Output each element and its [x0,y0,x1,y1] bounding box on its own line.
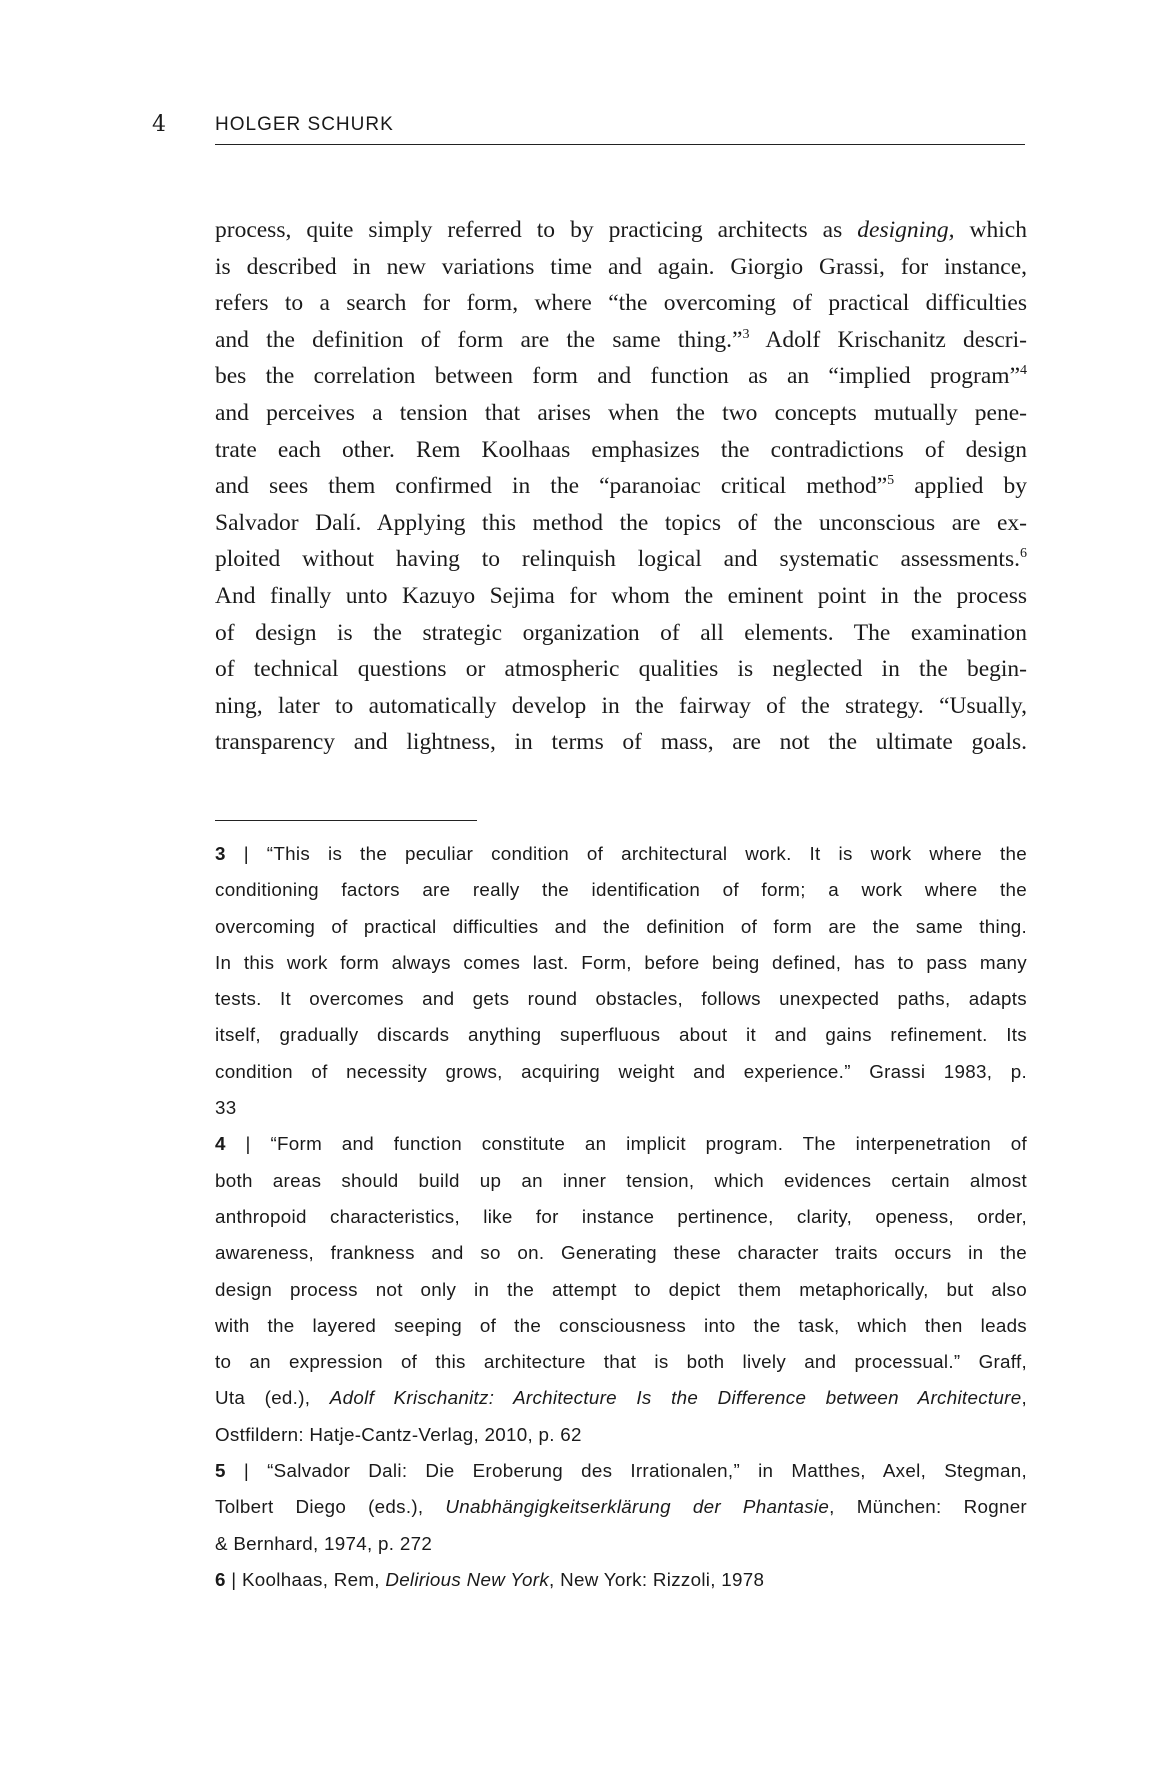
body-line: process, quite simply referred to by practicing architects as designing, which [215,217,1027,243]
footnote-4-line: both areas should build up an inner tension, which evidences certain almost [215,1169,1027,1191]
footnote-4-line: 4 | “Form and function constitute an implicit program. The interpenetration of [215,1133,1027,1155]
footnote-3-line: overcoming of practical difficulties and the definition of form are the same thing. [215,915,1027,937]
body-line: trate each other. Rem Koolhaas emphasizes the contradictions of design [215,436,1027,463]
footnote-number-6: 6 [215,1568,226,1590]
footnotes [215,836,1027,1598]
footnote-3-line: tests. It overcomes and gets round obstacles, follows unexpected paths, adapts [215,988,1027,1010]
body-line: ning, later to automatically develop in the fairway of the strategy. “Usually, [215,692,1027,719]
footnote-5-book-title: Unabhängigkeitserklärung der Phantasie [445,1496,830,1518]
page-header [0,108,1166,148]
page-number: 4 [152,112,166,137]
footnote-ref-4[interactable]: 4 [1020,363,1027,379]
footnote-3-line: condition of necessity grows, acquiring weight and experience.” Grassi 1983, p. [215,1060,1027,1082]
body-line: ploited without having to relinquish logical and systematic assessments.$^6$ [215,546,1027,573]
body-text [215,212,1027,761]
footnote-5-line: & Bernhard, 1974, p. 272 [215,1532,433,1554]
footnote-rule [215,820,477,821]
body-line: Salvador Dalí. Applying this method the topics of the unconscious are ex- [215,509,1027,536]
footnote-3-line: itself, gradually discards anything superfluous about it and gains refinement. Its [215,1024,1027,1046]
body-line: of technical questions or atmospheric qualities is neglected in the begin- [215,656,1027,683]
footnote-3-line: 33 [215,1097,237,1119]
footnote-3-line: conditioning factors are really the identification of form; a work where the [215,879,1027,901]
footnote-ref-6[interactable]: 6 [1020,546,1027,562]
body-line: of design is the strategic organization of all elements. The examination [215,619,1027,646]
footnote-number-5: 5 [215,1460,226,1482]
body-line: and the definition of form are the same thing.”$^3$ Adolf Krischanitz descri- [215,326,1027,353]
body-line: is described in new variations time and again. Giorgio Grassi, for instance, [215,253,1027,280]
body-line: transparency and lightness, in terms of mass, are not the ultimate goals. [215,729,1027,756]
footnote-number-3: 3 [215,843,226,864]
footnote-4-line: with the layered seeping of the consciousness into the task, which then leads [215,1314,1027,1336]
body-line: bes the correlation between form and function as an “implied program”$^4$ [215,363,1027,390]
body-line: refers to a search for form, where “the overcoming of practical difficulties [215,290,1027,317]
footnote-4-line: anthropoid characteristics, like for instance pertinence, clarity, openess, order, [215,1205,1027,1227]
footnote-number-4: 4 [215,1133,226,1155]
body-line: and sees them confirmed in the “paranoiac critical method”$^5$ applied by [215,473,1027,500]
footnote-4-line: Ostfildern: Hatje-Cantz-Verlag, 2010, p. 62 [215,1423,582,1445]
footnote-4-line: awareness, frankness and so on. Generating these character traits occurs in the [215,1242,1027,1264]
footnote-3-line: In this work form always comes last. Form, before being defined, has to pass many [215,951,1027,973]
footnote-5-line: 5 | “Salvador Dali: Die Eroberung des Irrationalen,” in Matthes, Axel, Stegman, [215,1460,1027,1482]
footnote-ref-5[interactable]: 5 [887,473,895,489]
footnote-ref-3[interactable]: 3 [742,326,750,342]
footnote-6-book-title: Delirious New York [385,1568,550,1590]
footnote-4-line: Uta (ed.), Adolf Krischanitz: Architecture Is the Difference between Architecture, [215,1387,1027,1409]
body-line: and perceives a tension that arises when the two concepts mutually pene- [215,399,1027,426]
footnote-3-line: 3 | “This is the peculiar condition of architectural work. It is work where the [215,843,1027,864]
emphasis-designing: designing, [857,217,955,243]
body-line: And finally unto Kazuyo Sejima for whom the eminent point in the process [215,582,1027,609]
footnote-6-line: 6 | Koolhaas, Rem, Delirious New York, New York: Rizzoli, 1978 [215,1568,765,1590]
header-rule [215,144,1025,145]
footnote-4-book-title: Adolf Krischanitz: Architecture Is the Difference between Architecture [329,1387,1022,1409]
running-head: HOLGER SCHURK [215,114,394,135]
footnote-5-line: Tolbert Diego (eds.), Unabhängigkeitserklärung der Phantasie, München: Rogner [215,1496,1027,1518]
footnote-4-line: design process not only in the attempt to depict them metaphorically, but also [215,1278,1027,1300]
footnote-4-line: to an expression of this architecture that is both lively and processual.” Graff, [215,1351,1027,1373]
